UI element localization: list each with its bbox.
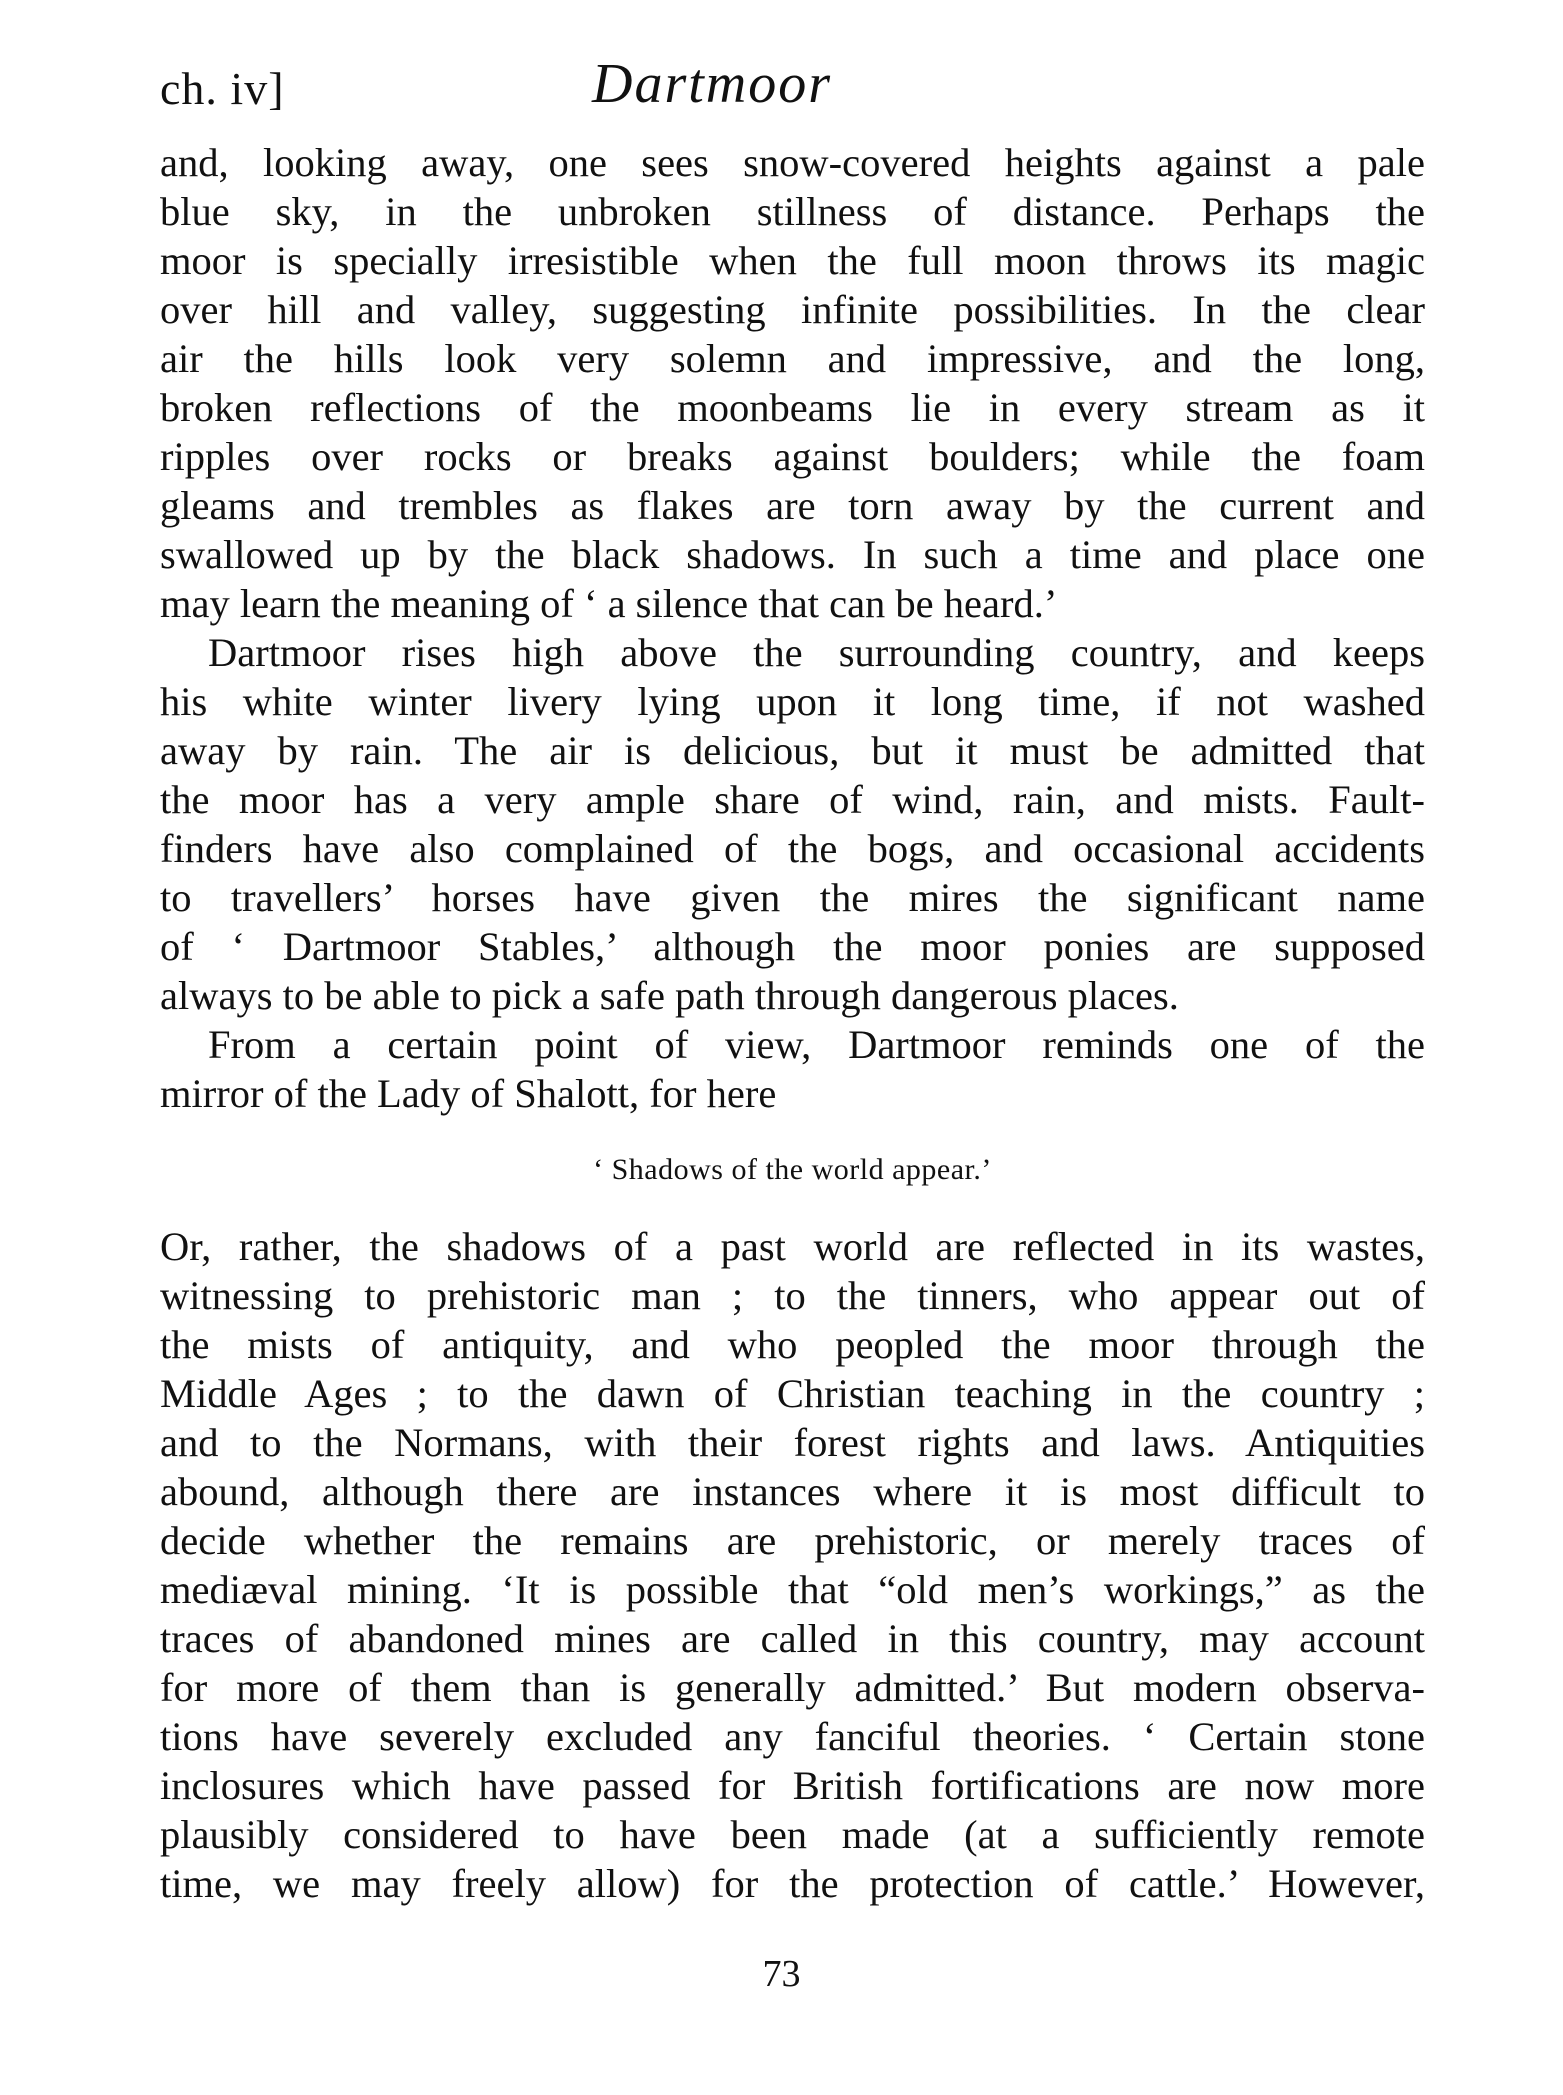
text-line: always to be able to pick a safe path through dangerous places.	[160, 973, 1179, 1018]
text-line: the mists of antiquity, and who peopled the moor through the	[160, 1322, 1425, 1367]
text-line: and, looking away, one sees snow-covered heights against a pale	[160, 140, 1425, 185]
text-line: for more of them than is generally admitted.’ But modern observa-	[160, 1665, 1425, 1710]
text-line: air the hills look very solemn and impressive, and the long,	[160, 336, 1425, 381]
text-line: moor is specially irresistible when the full moon throws its magic	[160, 238, 1425, 283]
text-line: From a certain point of view, Dartmoor reminds one of the	[208, 1022, 1425, 1067]
paragraph-1	[160, 138, 1425, 628]
text-line: swallowed up by the black shadows. In such a time and place one	[160, 532, 1425, 577]
text-line: gleams and trembles as flakes are torn away by the current and	[160, 483, 1425, 528]
page-number: 73	[762, 1953, 801, 1995]
text-line: finders have also complained of the bogs, and occasional accidents	[160, 826, 1425, 871]
text-line: Or, rather, the shadows of a past world are reflected in its wastes,	[160, 1224, 1425, 1269]
text-line: mediæval mining. ‘It is possible that “old men’s workings,” as the	[160, 1567, 1425, 1612]
text-line: blue sky, in the unbroken stillness of distance. Perhaps the	[160, 189, 1425, 234]
text-line: Dartmoor rises high above the surrounding country, and keeps	[208, 630, 1425, 675]
running-head	[160, 52, 1425, 122]
text-line: mirror of the Lady of Shalott, for here	[160, 1071, 777, 1116]
text-line: of ‘ Dartmoor Stables,’ although the moor ponies are supposed	[160, 924, 1425, 969]
text-line: witnessing to prehistoric man ; to the tinners, who appear out of	[160, 1273, 1425, 1318]
text-line: abound, although there are instances where it is most difficult to	[160, 1469, 1425, 1514]
chapter-reference: ch. iv]	[160, 63, 285, 114]
text-line: to travellers’ horses have given the mires the significant name	[160, 875, 1425, 920]
text-line: may learn the meaning of ‘ a silence that can be heard.’	[160, 581, 1058, 626]
text-line: broken reflections of the moonbeams lie in every stream as it	[160, 385, 1425, 430]
paragraph-continuation	[160, 1222, 1425, 1908]
text-line: over hill and valley, suggesting infinite possibilities. In the clear	[160, 287, 1425, 332]
text-line: the moor has a very ample share of wind, rain, and mists. Fault-	[160, 777, 1425, 822]
text-line: Middle Ages ; to the dawn of Christian teaching in the country ;	[160, 1371, 1425, 1416]
text-line: time, we may freely allow) for the protection of cattle.’ However,	[160, 1861, 1425, 1906]
text-line: away by rain. The air is delicious, but it must be admitted that	[160, 728, 1425, 773]
text-line: decide whether the remains are prehistoric, or merely traces of	[160, 1518, 1425, 1563]
text-line: and to the Normans, with their forest rights and laws. Antiquities	[160, 1420, 1425, 1465]
text-line: traces of abandoned mines are called in this country, may account	[160, 1616, 1425, 1661]
paragraph-2	[160, 628, 1425, 1020]
text-line: plausibly considered to have been made (at a sufficiently remote	[160, 1812, 1425, 1857]
text-line: tions have severely excluded any fanciful theories. ‘ Certain stone	[160, 1714, 1425, 1759]
text-line: ripples over rocks or breaks against boulders; while the foam	[160, 434, 1425, 479]
paragraph-3	[160, 1020, 1425, 1118]
running-title: Dartmoor	[592, 53, 833, 115]
block-quotation: ‘ Shadows of the world appear.’	[593, 1153, 992, 1186]
text-line: his white winter livery lying upon it long time, if not washed	[160, 679, 1425, 724]
body-text	[160, 138, 1425, 1908]
text-line: inclosures which have passed for British fortifications are now more	[160, 1763, 1425, 1808]
